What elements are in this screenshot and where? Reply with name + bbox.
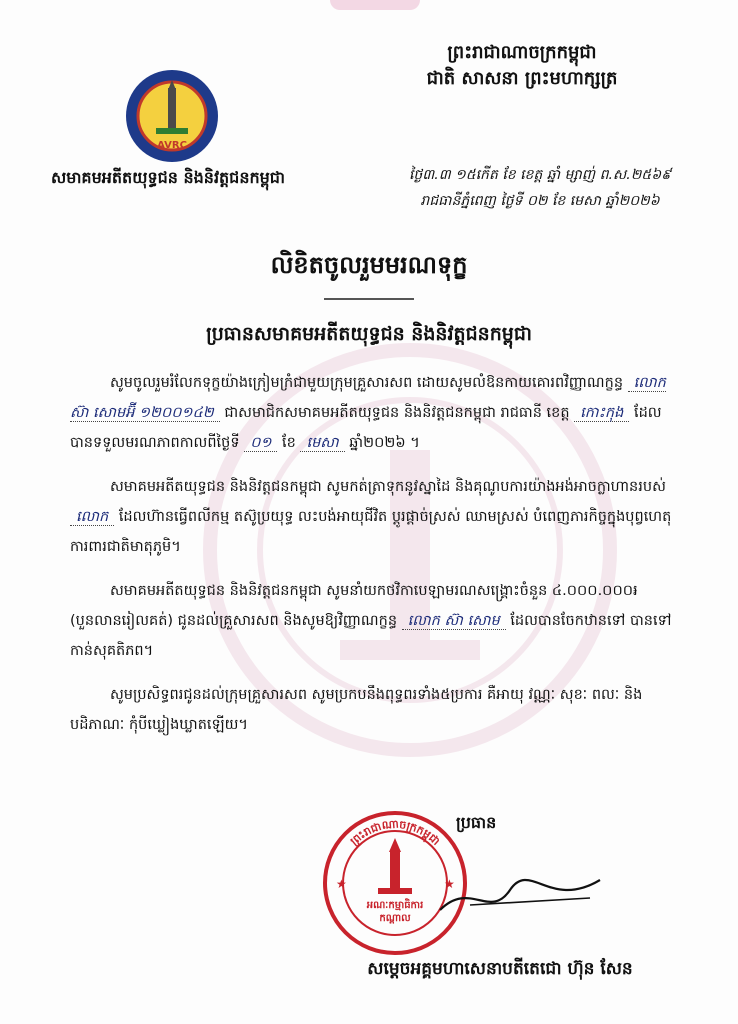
handwritten-deceased-name: លោក ស៊ា សោមអ៊ី ១២០០១៤២	[70, 375, 666, 421]
letter-body	[70, 368, 680, 754]
svg-text:★: ★	[444, 877, 455, 891]
p3-text-b: ដែលបានចែកឋានទៅ បានទៅកាន់សុគតិភព។	[70, 613, 672, 659]
president-title: ប្រធាន	[456, 813, 497, 832]
stamp-inner-text-1: អណៈកម្មាធិការ	[366, 900, 424, 911]
handwritten-day: ០១	[244, 435, 277, 452]
kingdom-header	[372, 40, 672, 92]
handwritten-month: មេសា	[300, 435, 344, 452]
svg-text:★: ★	[336, 877, 347, 891]
p1-text-c: ដែលបានទទួលមរណភាពកាលពីថ្ងៃទី	[70, 405, 662, 451]
handwritten-signature	[430, 860, 610, 930]
p1-text-b: ជាសមាជិកសមាគមអតីតយុទ្ធជន និងនិវត្តជនកម្ពុជា រាជធានី ខេត្ត	[224, 405, 570, 421]
p1-text-e: ឆ្នាំ២០២៦ ។	[349, 435, 420, 451]
addressee-line: ប្រធានសមាគមអតីតយុទ្ធជន និងនិវត្តជនកម្ពុជា	[206, 323, 532, 345]
top-smudge	[330, 0, 420, 10]
p1-text-d: ខែ	[282, 435, 296, 451]
p3-text-a: សមាគមអតីតយុទ្ធជន និងនិវត្តជនកម្ពុជា សូមនាំយកថវិកាបេឡាមរណសង្គ្រោះចំនួន ៤.០០០.០០០៛ (បួនលានរៀលគត់) ជូនដល់គ្រួសារសព និងសូមឱ្យវិញ្ញាណក្ខន្ធ	[70, 583, 638, 629]
paragraph-1	[70, 368, 680, 458]
handwritten-title: លោក	[70, 509, 114, 526]
lunar-date: ថ្ងៃ៣.៣ ១៥កើត ខែ ខេត្ត ឆ្នាំ ម្សាញ់ ព.ស.២៥៦៩	[408, 167, 672, 183]
stamp-inner-text-2: កណ្តាល	[379, 913, 411, 924]
document-title: លិខិតចូលរួមមរណទុក្ខ	[270, 251, 468, 279]
handwritten-deceased-short: លោក ស៊ា សោម	[402, 613, 506, 630]
kingdom-name: ព្រះរាជាណាចក្រកម្ពុជា	[447, 42, 597, 63]
p2-text-a: សមាគមអតីតយុទ្ធជន និងនិវត្តជនកម្ពុជា សូមកត់ត្រាទុកនូវស្នាដៃ និងគុណូបការយ៉ាងអង់អាចក្លាហានរបស់	[110, 479, 666, 495]
p1-text-a: សូមចូលរួមរំលែកទុក្ខយ៉ាងក្រៀមក្រំជាមួយក្រុមគ្រួសារសព ដោយសូមលំឱនកាយគោរពវិញ្ញាណក្ខន្ធ	[110, 375, 624, 391]
title-divider	[324, 298, 414, 300]
national-motto: ជាតិ សាសនា ព្រះមហាក្សត្រ	[426, 68, 618, 89]
logo-text: AVRC	[157, 140, 187, 151]
paragraph-3	[70, 576, 680, 666]
paragraph-2	[70, 472, 680, 562]
stamp-outer-text: ព្រះរាជាណាចក្រកម្ពុជា	[347, 817, 443, 848]
signatory-name: សម្តេចអគ្គមហាសេនាបតីតេជោ ហ៊ុន សែន	[367, 959, 633, 979]
solar-date: រាជធានីភ្នំពេញ ថ្ងៃទី ០២ ខែ មេសា ឆ្នាំ២០២៦	[420, 193, 660, 209]
p2-text-b: ដែលហ៊ានធ្វើពលីកម្ម តស៊ូប្រយុទ្ធ លះបង់អាយុជីវិត ប្តូរផ្តាច់ស្រស់ ឈាមស្រស់ បំពេញភារកិច្ចក្នុងបុព្វហេតុការពារជាតិមាតុភូមិ។	[70, 509, 672, 555]
handwritten-province: កោះកុង	[574, 405, 629, 422]
association-logo	[124, 68, 220, 164]
association-name: សមាគមអតីតយុទ្ធជន និងនិវត្តជនកម្ពុជា	[50, 168, 286, 187]
paragraph-4: សូមប្រសិទ្ធពរជូនដល់ក្រុមគ្រួសារសព សូមប្រកបនឹងពុទ្ធពរទាំង៥ប្រការ គឺអាយុ វណ្ណៈ សុខៈ ពលៈ និងបដិភាណៈ កុំបីឃ្លៀងឃ្លាតឡើយ។	[70, 687, 643, 733]
date-block	[360, 162, 720, 214]
